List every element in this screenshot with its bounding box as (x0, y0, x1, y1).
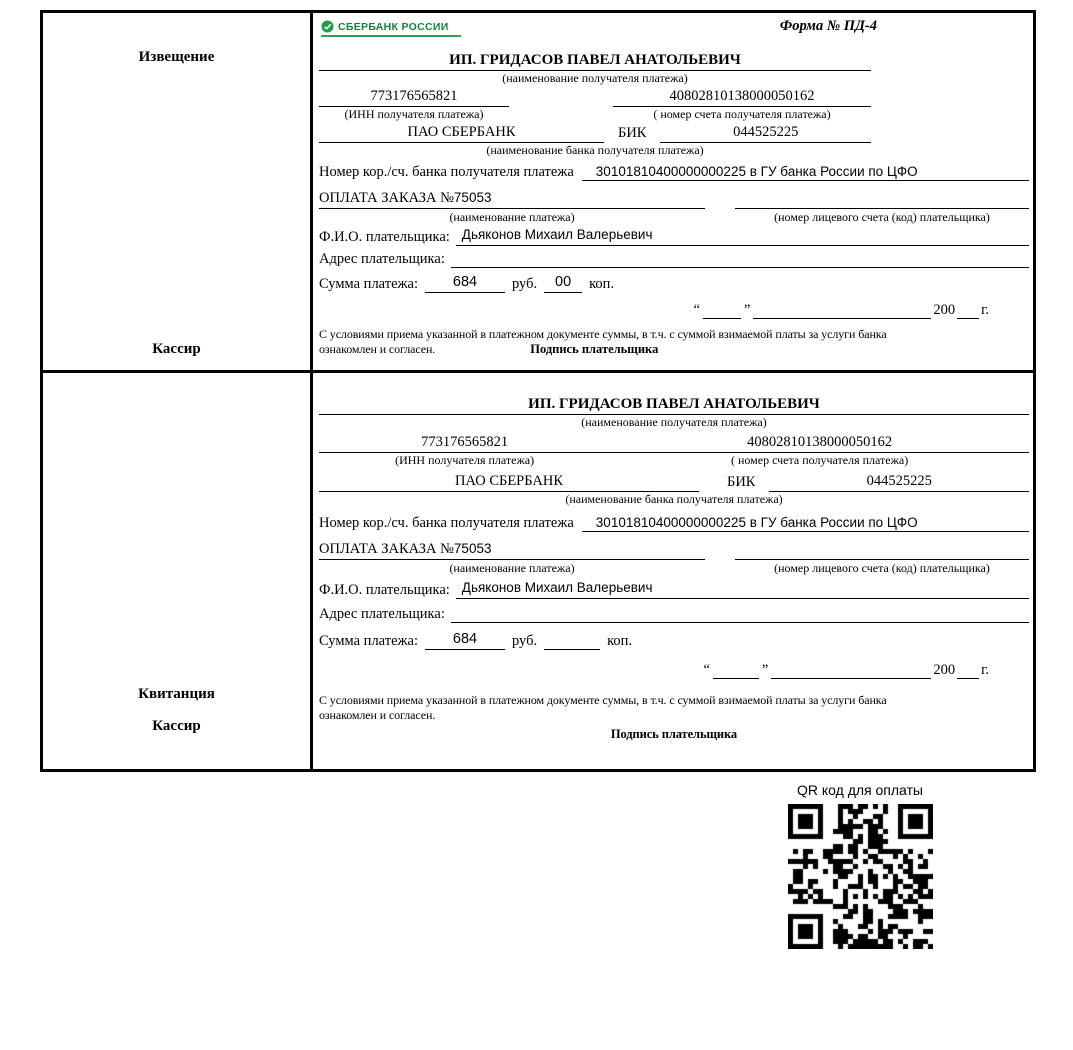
notice-agreement-line1: С условиями приема указанной в платежном документе суммы, в т.ч. с суммой взимаемой платы за услуги банка (319, 327, 887, 341)
receipt-bik-label: БИК (727, 474, 756, 490)
receipt-sum-rub-value: 684 (425, 631, 505, 650)
receipt-bank-name: ПАО СБЕРБАНК (319, 473, 699, 492)
notice-corr-row (319, 164, 1029, 181)
receipt-bank-row (319, 473, 1029, 492)
sberbank-logo-icon (321, 20, 334, 33)
receipt-year-prefix: 200 (933, 662, 956, 678)
receipt-payer-value: Дьяконов Михаил Валерьевич (456, 580, 1029, 599)
notice-purpose-captions (319, 210, 1029, 224)
sberbank-logo (321, 20, 461, 37)
receipt-corr-value: 30101810400000000225 в ГУ банка России по ЦФО (582, 515, 1029, 532)
notice-year-suffix: г. (981, 302, 989, 318)
notice-payee-name: ИП. ГРИДАСОВ ПАВЕЛ АНАТОЛЬЕВИЧ (319, 52, 871, 71)
receipt-agreement-line1: С условиями приема указанной в платежном документе суммы, в т.ч. с суммой взимаемой платы за услуги банка (319, 693, 887, 707)
notice-bank-row (319, 124, 871, 143)
notice-header-row (319, 18, 1029, 52)
notice-kop-label: коп. (589, 276, 615, 292)
notice-year-field (957, 302, 979, 319)
notice-bank-name: ПАО СБЕРБАНК (319, 124, 604, 143)
receipt-year-field (957, 662, 979, 679)
notice-date-row (319, 302, 989, 319)
receipt-purpose-number: 75053 (453, 541, 492, 556)
notice-address-label: Адрес плательщика: (319, 251, 445, 267)
receipt-quote-open: “ (703, 662, 710, 678)
receipt-kop-label: коп. (607, 633, 633, 649)
receipt-date-day-field (713, 662, 759, 679)
receipt-sum-row (319, 631, 1029, 650)
notice-section-label: Извещение (138, 49, 215, 65)
notice-payer-code-caption: (номер лицевого счета (код) плательщика) (774, 210, 990, 224)
receipt-payer-code-caption: (номер лицевого счета (код) плательщика) (774, 561, 990, 575)
notice-payer-value: Дьяконов Михаил Валерьевич (456, 227, 1029, 246)
qr-code-image (788, 804, 933, 949)
receipt-account-value: 40802810138000050162 (610, 434, 1029, 453)
notice-payer-code-field (735, 190, 1029, 209)
receipt-payer-code-field (735, 541, 1029, 560)
receipt-quote-close: ” (761, 662, 769, 678)
receipt-payee-caption: (наименование получателя платежа) (581, 415, 767, 429)
receipt-inn-account-row (319, 434, 1029, 467)
notice-purpose-row (319, 190, 1029, 209)
notice-bank-caption: (наименование банка получателя платежа) (486, 143, 704, 157)
notice-corr-label: Номер кор./сч. банка получателя платежа (319, 164, 574, 180)
receipt-address-row (319, 604, 1029, 623)
receipt-corr-label: Номер кор./сч. банка получателя платежа (319, 515, 574, 531)
notice-inn-value: 773176565821 (319, 88, 509, 107)
receipt-left-cell (43, 373, 313, 769)
notice-agreement (319, 327, 1029, 357)
form-number: Форма № ПД-4 (779, 18, 877, 34)
receipt-purpose-captions (319, 561, 1029, 575)
notice-sum-row (319, 274, 1029, 293)
receipt-address-label: Адрес плательщика: (319, 606, 445, 622)
receipt-sum-label: Сумма платежа: (319, 633, 418, 649)
receipt-date-month-field (771, 662, 931, 679)
qr-caption: QR код для оплаты (796, 782, 923, 798)
sberbank-logo-underline (321, 35, 461, 37)
receipt-rub-label: руб. (512, 633, 538, 649)
notice-payee-block (319, 52, 871, 85)
notice-quote-close: ” (743, 302, 751, 318)
notice-sum-kop-value: 00 (544, 274, 582, 293)
notice-bik-value: 044525225 (660, 124, 871, 143)
receipt-year-suffix: г. (981, 662, 989, 678)
notice-left-cell (43, 13, 313, 373)
receipt-corr-row (319, 515, 1029, 532)
receipt-bik-value: 044525225 (769, 473, 1029, 492)
receipt-bank-caption: (наименование банка получателя платежа) (565, 492, 783, 506)
notice-signature-label: Подпись плательщика (530, 342, 659, 356)
notice-account-caption: ( номер счета получателя платежа) (653, 107, 831, 121)
receipt-body (313, 373, 1033, 769)
notice-date-month-field (753, 302, 931, 319)
notice-address-row (319, 249, 1029, 268)
notice-agreement-line2: ознакомлен и согласен. (319, 342, 436, 356)
receipt-purpose-row (319, 541, 1029, 560)
notice-sum-label: Сумма платежа: (319, 276, 418, 292)
receipt-address-value (451, 604, 1029, 623)
receipt-agreement-line2: ознакомлен и согласен. (319, 708, 436, 722)
receipt-payee-name: ИП. ГРИДАСОВ ПАВЕЛ АНАТОЛЬЕВИЧ (319, 396, 1029, 415)
notice-payer-row (319, 227, 1029, 246)
sberbank-logo-text: СБЕРБАНК РОССИИ (338, 20, 449, 33)
notice-bik-label: БИК (618, 125, 647, 141)
receipt-inn-caption: (ИНН получателя платежа) (395, 453, 535, 467)
receipt-payer-row (319, 580, 1029, 599)
notice-inn-caption: (ИНН получателя платежа) (344, 107, 484, 121)
notice-payer-label: Ф.И.О. плательщика: (319, 229, 450, 245)
notice-sum-rub-value: 684 (425, 274, 505, 293)
notice-address-value (451, 249, 1029, 268)
receipt-agreement (319, 693, 1029, 742)
notice-cashier-label: Кассир (152, 341, 201, 357)
pd4-form (40, 10, 1036, 772)
receipt-purpose-label: ОПЛАТА ЗАКАЗА № (319, 541, 454, 557)
notice-date-day-field (703, 302, 741, 319)
notice-year-prefix: 200 (933, 302, 956, 318)
receipt-inn-value: 773176565821 (319, 434, 610, 453)
notice-purpose-caption: (наименование платежа) (449, 210, 575, 224)
receipt-date-row (319, 662, 989, 679)
receipt-payer-label: Ф.И.О. плательщика: (319, 582, 450, 598)
receipt-sum-kop-value (544, 631, 600, 650)
notice-quote-open: “ (693, 302, 700, 318)
receipt-purpose-caption: (наименование платежа) (449, 561, 575, 575)
receipt-payee-block (319, 396, 1029, 429)
receipt-cashier-label: Кассир (152, 718, 201, 734)
notice-body (313, 13, 1033, 373)
notice-corr-value: 30101810400000000225 в ГУ банка России по ЦФО (582, 164, 1029, 181)
notice-account-value: 40802810138000050162 (613, 88, 871, 107)
qr-section (785, 782, 935, 949)
notice-purpose-number: 75053 (453, 190, 492, 205)
notice-purpose-label: ОПЛАТА ЗАКАЗА № (319, 190, 454, 206)
notice-inn-account-row (319, 88, 871, 121)
receipt-account-caption: ( номер счета получателя платежа) (730, 453, 909, 467)
notice-rub-label: руб. (512, 276, 538, 292)
receipt-section-label: Квитанция (138, 686, 215, 702)
receipt-signature-label: Подпись плательщика (610, 727, 738, 741)
notice-payee-caption: (наименование получателя платежа) (502, 71, 688, 85)
